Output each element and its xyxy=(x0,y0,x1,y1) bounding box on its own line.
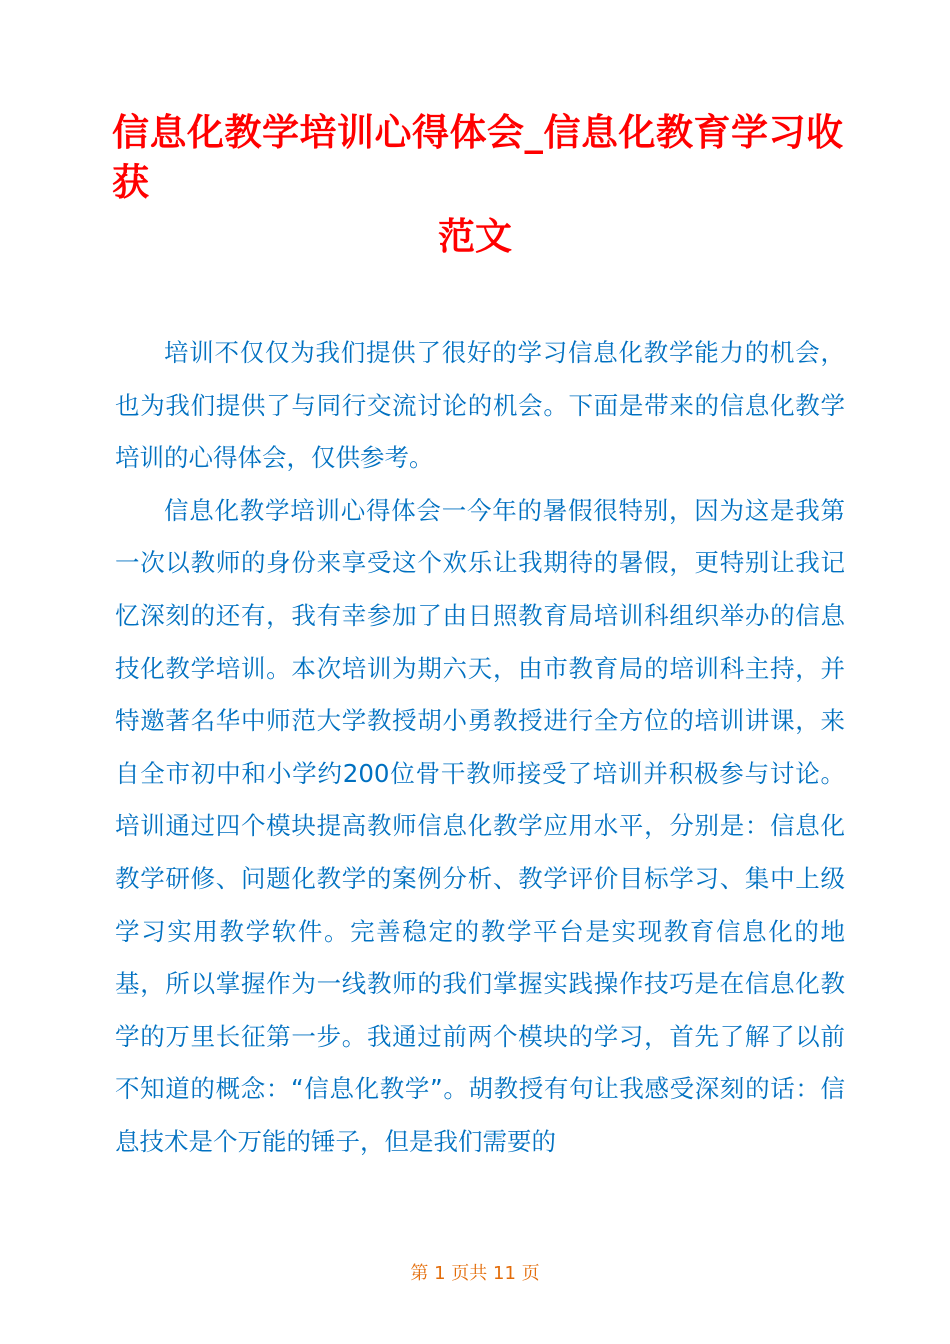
document-subtitle: 范文 xyxy=(438,215,512,258)
document-body xyxy=(115,327,845,1169)
paragraph-2: 信息化教学培训心得体会一今年的暑假很特别，因为这是我第一次以教师的身份来享受这个欢乐让我期待的暑假，更特别让我记忆深刻的还有，我有幸参加了由日照教育局培训科组织举办的信息技化教学培训。本次培训为期六天，由市教育局的培训科主持，并特邀著名华中师范大学教授胡小勇教授进行全方位的培训讲课，来自全市初中和小学约200位骨干教师接受了培训并积极参与讨论。培训通过四个模块提高教师信息化教学应用水平，分别是：信息化教学研修、问题化教学的案例分析、教学评价目标学习、集中上级学习实用教学软件。完善稳定的教学平台是实现教育信息化的地基，所以掌握作为一线教师的我们掌握实践操作技巧是在信息化教学的万里长征第一步。我通过前两个模块的学习，首先了解了以前不知道的概念：“信息化教学”。胡教授有句让我感受深刻的话：信息技术是个万能的锤子，但是我们需要的 xyxy=(115,495,845,1156)
paragraph-1: 培训不仅仅为我们提供了很好的学习信息化教学能力的机会，也为我们提供了与同行交流讨论的机会。下面是带来的信息化教学培训的心得体会，仅供参考。 xyxy=(115,338,845,473)
document-title: 信息化教学培训心得体会_信息化教育学习收获 xyxy=(112,111,844,204)
page-footer: 第 1 页共 11 页 xyxy=(410,1263,540,1284)
